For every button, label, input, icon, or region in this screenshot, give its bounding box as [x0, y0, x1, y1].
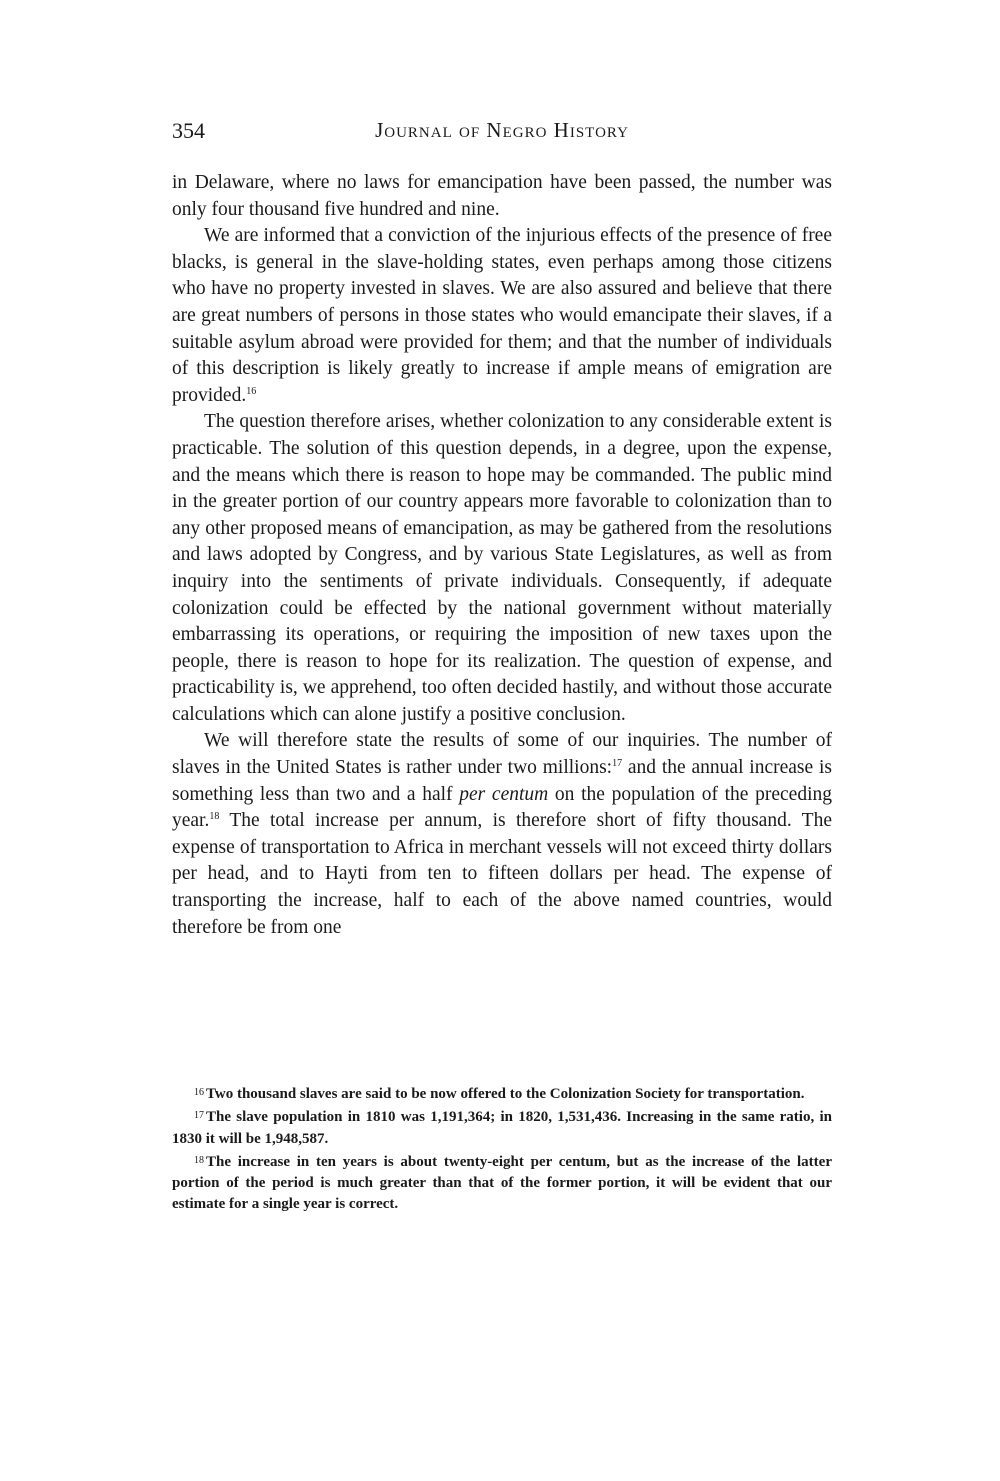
footnote [172, 1105, 832, 1150]
running-title: Journal of Negro History [375, 118, 629, 142]
paragraph: The question therefore arises, whether colonization to any considerable extent is practicable. The solution of this question depends, in a degree, upon the expense, and the means which there is reason to hope may be commanded. The public mind in the greater portion of our country appears more favorable to colonization than to any other proposed means of emancipation, as may be gathered from the resolutions and laws adopted by Congress, and by various State Legislatures, as well as from inquiry into the sentiments of private individuals. Consequently, if adequate colonization could be effected by the national government without materially embarrassing its operations, or requiring the imposition of new taxes upon the people, there is reason to hope for its realization. The question of expense, and practicability is, we apprehend, too often decided hastily, and without those accurate calculations which can alone justify a positive conclusion. [172, 411, 832, 725]
footnote-mark: 18 [194, 1154, 204, 1166]
paragraph-text: We are informed that a conviction of the injurious effects of the presence of free blacks, is general in the slave-holding states, even perhaps among those citizens who have no property invested in slaves. We are also assured and believe that there are great numbers of persons in those states who would emancipate their slaves, if a suitable asylum abroad were provided for them; and that the number of individuals of this description is likely greatly to increase if ample means of emigration are provided. [172, 225, 832, 406]
footnote [172, 1150, 832, 1216]
paragraph-text: The total increase per annum, is therefore short of fifty thousand. The expense of transportation to Africa in merchant vessels will not exceed thirty dollars per head, and to Hayti from ten to fifteen dollars per head. The expense of transporting the increase, half to each of the above named countries, would therefore be from one [172, 810, 832, 938]
running-header [172, 118, 832, 152]
footnote-ref-18: 18 [209, 811, 220, 823]
footnote-ref-16: 16 [246, 385, 257, 397]
paragraph: in Delaware, where no laws for emancipation have been passed, the number was only four thousand five hundred and nine. [172, 172, 832, 220]
footnote-text: The slave population in 1810 was 1,191,364; in 1820, 1,531,436. Increasing in the same ratio, in 1830 it will be 1,948,587. [172, 1109, 832, 1147]
footnote-ref-17: 17 [612, 758, 623, 770]
italic-text: per centum [459, 783, 549, 805]
footnote-text: The increase in ten years is about twenty-eight per centum, but as the increase of the latter portion of the period is much greater than that of the former portion, it will be evident that our estimate for a single year is correct. [172, 1153, 832, 1213]
paragraph-text: We will therefore state the results of some of our inquiries. The number of slaves in the United States is rather under two millions: [172, 730, 832, 779]
paragraph [172, 223, 832, 409]
footnote-mark: 17 [194, 1110, 204, 1122]
footnote-text: Two thousand slaves are said to be now offered to the Colonization Society for transportation. [206, 1086, 805, 1102]
body-text [172, 170, 832, 941]
page-number: 354 [172, 118, 205, 143]
paragraph-text: on the population of the preceding year. [172, 783, 832, 832]
footnote-mark: 16 [194, 1087, 204, 1098]
footnotes [172, 1082, 832, 1216]
paragraph [172, 728, 832, 941]
footnote [172, 1082, 832, 1105]
paragraph-text: and the annual increase is something less than two and a half [172, 757, 832, 805]
